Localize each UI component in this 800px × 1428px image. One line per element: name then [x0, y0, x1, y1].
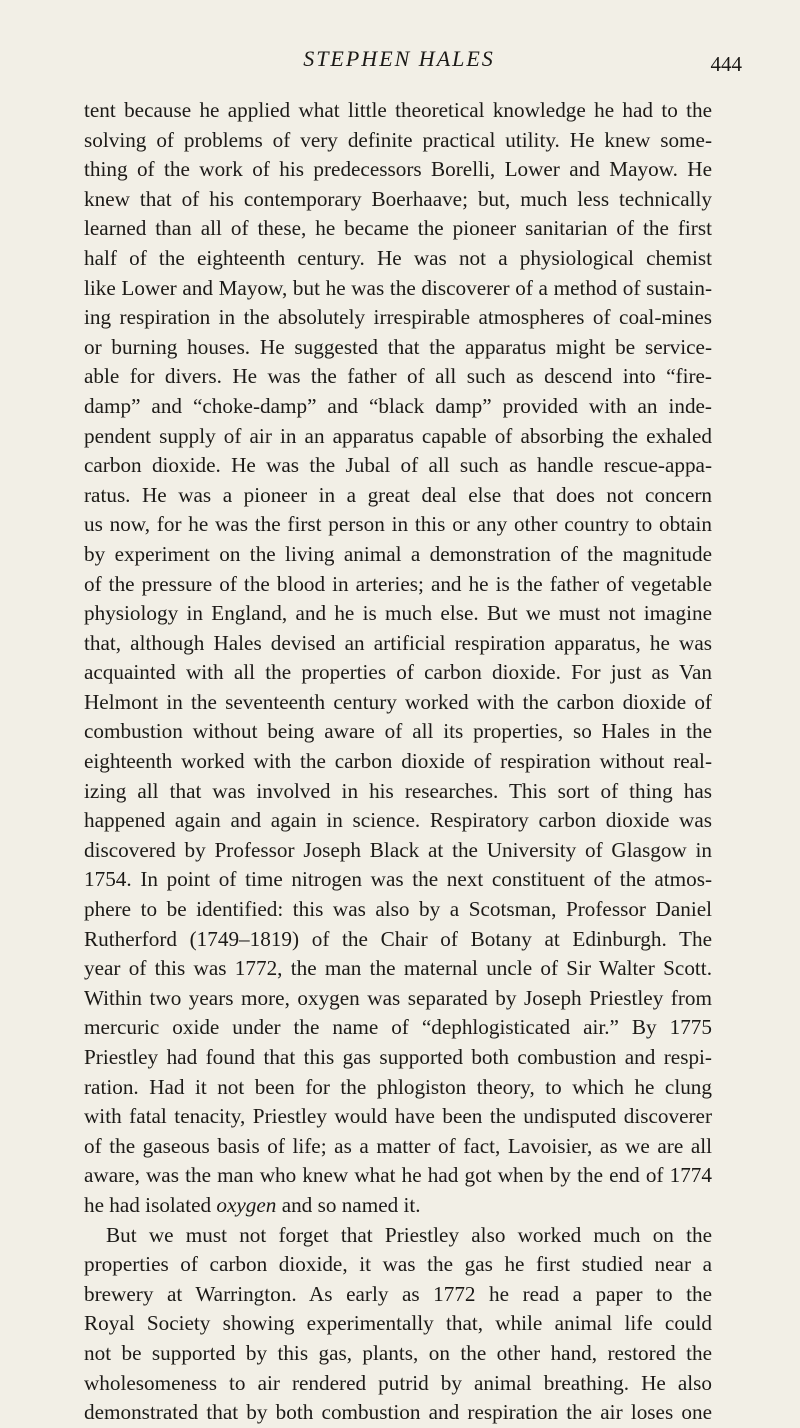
- text-line: discovered by Professor Joseph Black at the University of Glasgow in: [84, 837, 712, 862]
- text-line: or burning houses. He suggested that the apparatus might be service-: [84, 334, 712, 359]
- page-number: 444: [710, 52, 742, 76]
- text-line: of the pressure of the blood in arteries; and he is the father of vegetable: [84, 571, 712, 596]
- text-line: solving of problems of very definite practical utility. He knew some-: [84, 127, 712, 152]
- text-line: Royal Society showing experimentally that, while animal life could: [84, 1311, 712, 1336]
- text-run: and so named it.: [276, 1192, 421, 1217]
- text-run: he had isolated: [84, 1192, 217, 1217]
- text-line: physiology in England, and he is much else. But we must not imagine: [84, 601, 712, 626]
- running-title: STEPHEN HALES: [303, 46, 495, 71]
- text-line: not be supported by this gas, plants, on the other hand, restored the: [84, 1340, 712, 1365]
- text-line: half of the eighteenth century. He was not a physiological chemist: [84, 245, 712, 270]
- text-line: us now, for he was the first person in this or any other country to obtain: [84, 512, 712, 537]
- body-text: [84, 96, 712, 1428]
- text-line: [84, 1191, 712, 1221]
- text-line: acquainted with all the properties of carbon dioxide. For just as Van: [84, 660, 712, 685]
- text-line: izing all that was involved in his researches. This sort of thing has: [84, 778, 712, 803]
- text-line: ration. Had it not been for the phlogiston theory, to which he clung: [84, 1074, 712, 1099]
- text-line: properties of carbon dioxide, it was the gas he first studied near a: [84, 1252, 712, 1277]
- text-line: demonstrated that by both combustion and respiration the air loses one: [84, 1400, 712, 1425]
- italic-term: oxygen: [216, 1192, 277, 1217]
- text-line: carbon dioxide. He was the Jubal of all such as handle rescue-appa-: [84, 453, 712, 478]
- text-line: aware, was the man who knew what he had got when by the end of 1774: [84, 1163, 712, 1188]
- text-line: eighteenth worked with the carbon dioxide of respiration without real-: [84, 749, 712, 774]
- text-line: with fatal tenacity, Priestley would have been the undisputed discoverer: [84, 1104, 712, 1129]
- text-line: phere to be identified: this was also by a Scotsman, Professor Daniel: [84, 897, 712, 922]
- text-line: by experiment on the living animal a demonstration of the magnitude: [84, 541, 712, 566]
- text-line: pendent supply of air in an apparatus capable of absorbing the exhaled: [84, 423, 712, 448]
- text-line: Within two years more, oxygen was separated by Joseph Priestley from: [84, 985, 712, 1010]
- text-line: year of this was 1772, the man the maternal uncle of Sir Walter Scott.: [84, 956, 712, 981]
- text-line: brewery at Warrington. As early as 1772 he read a paper to the: [84, 1281, 712, 1306]
- text-line: Helmont in the seventeenth century worked with the carbon dioxide of: [84, 689, 712, 714]
- text-line: able for divers. He was the father of all such as descend into “fire-: [84, 364, 712, 389]
- text-line: mercuric oxide under the name of “dephlogisticated air.” By 1775: [84, 1015, 712, 1040]
- text-line: Priestley had found that this gas supported both combustion and respi-: [84, 1045, 712, 1069]
- text-line: tent because he applied what little theoretical knowledge he had to the: [84, 98, 712, 122]
- text-line: ing respiration in the absolutely irrespirable atmospheres of coal-mines: [84, 305, 712, 330]
- text-line: Rutherford (1749–1819) of the Chair of Botany at Edinburgh. The: [84, 926, 712, 951]
- text-line: happened again and again in science. Respiratory carbon dioxide was: [84, 808, 712, 833]
- running-head: [84, 46, 742, 86]
- text-line: ratus. He was a pioneer in a great deal else that does not concern: [84, 482, 712, 507]
- text-line: But we must not forget that Priestley also worked much on the: [106, 1222, 712, 1247]
- text-line: knew that of his contemporary Boerhaave; but, much less technically: [84, 186, 712, 211]
- text-line: 1754. In point of time nitrogen was the next constituent of the atmos-: [84, 867, 712, 892]
- text-line: wholesomeness to air rendered putrid by animal breathing. He also: [84, 1370, 712, 1395]
- text-line: that, although Hales devised an artificial respiration apparatus, he was: [84, 630, 712, 655]
- text-line: of the gaseous basis of life; as a matter of fact, Lavoisier, as we are all: [84, 1133, 712, 1158]
- text-line: damp” and “choke-damp” and “black damp” provided with an inde-: [84, 393, 712, 418]
- text-line: like Lower and Mayow, but he was the discoverer of a method of sustain-: [84, 275, 712, 300]
- text-line: combustion without being aware of all its properties, so Hales in the: [84, 719, 712, 744]
- text-line: learned than all of these, he became the pioneer sanitarian of the first: [84, 216, 712, 241]
- text-line: thing of the work of his predecessors Borelli, Lower and Mayow. He: [84, 157, 712, 182]
